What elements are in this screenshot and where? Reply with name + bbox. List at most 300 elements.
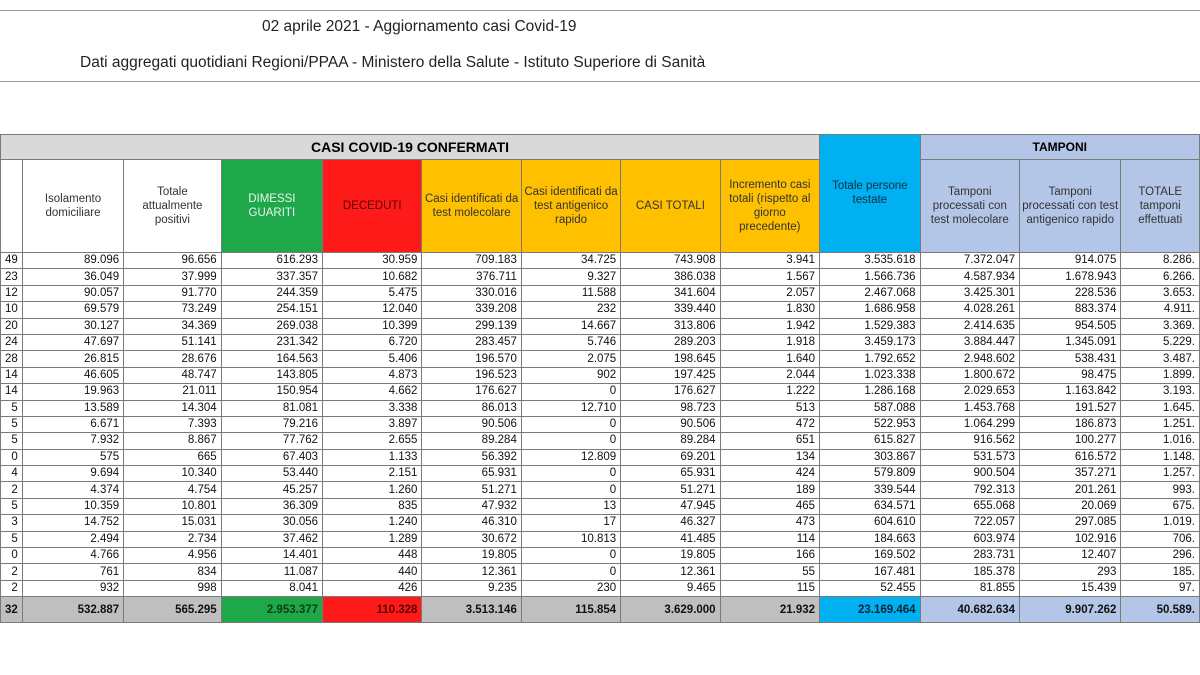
table-cell: 98.475 [1020,367,1121,383]
table-cell: 914.075 [1020,253,1121,269]
table-cell: 45.257 [221,482,322,498]
table-row [1,253,1200,269]
table-cell: 48.747 [124,367,221,383]
table-cell: 4.873 [323,367,422,383]
table-cell: 337.357 [221,269,322,285]
table-cell: 17 [521,515,620,531]
table-row [1,384,1200,400]
table-cell: 5 [1,400,23,416]
table-cell: 706. [1121,531,1200,547]
table-cell: 1.016. [1121,433,1200,449]
table-cell: 2.057 [720,285,819,301]
table-cell: 299.139 [422,318,521,334]
table-cell: 185.378 [920,564,1019,580]
table-cell: 55 [720,564,819,580]
table-cell: 79.216 [221,416,322,432]
table-cell: 47.697 [22,334,123,350]
table-cell: 6.671 [22,416,123,432]
table-cell: 134 [720,449,819,465]
table-row [1,400,1200,416]
table-cell: 34.725 [521,253,620,269]
table-cell: 28 [1,351,23,367]
table-cell: 792.313 [920,482,1019,498]
table-cell: 1.345.091 [1020,334,1121,350]
table-cell: 36.309 [221,498,322,514]
table-cell: 3.369. [1121,318,1200,334]
table-cell: 26.815 [22,351,123,367]
table-cell: 1.286.168 [820,384,920,400]
table-cell: 575 [22,449,123,465]
table-cell: 0 [521,416,620,432]
table-cell: 1.023.338 [820,367,920,383]
table-cell: 835 [323,498,422,514]
covid-data-sheet [0,134,1200,623]
totals-row [1,597,1200,623]
table-cell: 244.359 [221,285,322,301]
table-cell: 1.918 [720,334,819,350]
table-cell: 473 [720,515,819,531]
table-row [1,564,1200,580]
table-cell: 426 [323,580,422,596]
table-row [1,285,1200,301]
table-cell: 8.041 [221,580,322,596]
table-cell: 102.916 [1020,531,1121,547]
table-cell: 0 [521,384,620,400]
table-cell: 1.064.299 [920,416,1019,432]
table-cell: 19.963 [22,384,123,400]
table-cell: 89.284 [422,433,521,449]
table-cell: 46.310 [422,515,521,531]
table-cell: 616.572 [1020,449,1121,465]
table-cell: 7.932 [22,433,123,449]
table-cell: 12 [1,285,23,301]
table-cell: 522.953 [820,416,920,432]
table-cell: 3.193. [1121,384,1200,400]
table-cell: 3 [1,515,23,531]
table-cell: 11.588 [521,285,620,301]
table-cell: 143.805 [221,367,322,383]
table-cell: 12.361 [422,564,521,580]
table-cell: 30.056 [221,515,322,531]
table-cell: 0 [521,433,620,449]
total-cell: 50.589. [1121,597,1200,623]
table-cell: 14 [1,367,23,383]
table-cell: 5 [1,433,23,449]
table-cell: 10.801 [124,498,221,514]
table-cell: 176.627 [621,384,720,400]
table-cell: 440 [323,564,422,580]
table-row [1,531,1200,547]
table-cell: 52.455 [820,580,920,596]
table-cell: 330.016 [422,285,521,301]
table-cell: 1.830 [720,302,819,318]
table-cell: 834 [124,564,221,580]
table-cell: 13 [521,498,620,514]
table-cell: 1.529.383 [820,318,920,334]
table-cell: 313.806 [621,318,720,334]
table-cell: 900.504 [920,466,1019,482]
table-cell: 1.567 [720,269,819,285]
table-cell: 1.800.672 [920,367,1019,383]
total-cell: 21.932 [720,597,819,623]
table-cell: 169.502 [820,548,920,564]
table-cell: 10.682 [323,269,422,285]
table-cell: 902 [521,367,620,383]
table-cell: 10.813 [521,531,620,547]
col-header-deceduti: DECEDUTI [323,160,422,253]
table-row [1,416,1200,432]
table-cell: 4.028.261 [920,302,1019,318]
table-cell: 69.579 [22,302,123,318]
table-cell: 114 [720,531,819,547]
table-cell: 5.406 [323,351,422,367]
table-row [1,334,1200,350]
table-row [1,498,1200,514]
table-row [1,515,1200,531]
table-cell: 9.327 [521,269,620,285]
col-header-casi-antigenico: Casi identificati da test antigenico rapido [521,160,620,253]
table-cell: 2.151 [323,466,422,482]
table-cell: 2 [1,482,23,498]
table-cell: 185. [1121,564,1200,580]
table-cell: 10.399 [323,318,422,334]
table-cell: 36.049 [22,269,123,285]
table-cell: 357.271 [1020,466,1121,482]
table-cell: 12.040 [323,302,422,318]
covid-table [0,134,1200,623]
table-cell: 196.570 [422,351,521,367]
table-cell: 2.948.602 [920,351,1019,367]
table-cell: 167.481 [820,564,920,580]
table-cell: 2.414.635 [920,318,1019,334]
table-cell: 14.304 [124,400,221,416]
table-cell: 4.956 [124,548,221,564]
table-cell: 13.589 [22,400,123,416]
table-cell: 4.374 [22,482,123,498]
table-cell: 296. [1121,548,1200,564]
table-cell: 5.746 [521,334,620,350]
table-cell: 603.974 [920,531,1019,547]
total-cell: 115.854 [521,597,620,623]
table-cell: 150.954 [221,384,322,400]
table-cell: 46.327 [621,515,720,531]
col-header-isolamento: Isolamento domiciliare [22,160,123,253]
table-body [1,253,1200,623]
table-cell: 51.271 [422,482,521,498]
table-cell: 1.942 [720,318,819,334]
col-header-dimessi: DIMESSI GUARITI [221,160,322,253]
table-cell: 10.359 [22,498,123,514]
table-cell: 655.068 [920,498,1019,514]
table-cell: 3.884.447 [920,334,1019,350]
table-cell: 81.081 [221,400,322,416]
col-header-casi-molecolare: Casi identificati da test molecolare [422,160,521,253]
table-cell: 14.401 [221,548,322,564]
table-cell: 1.260 [323,482,422,498]
column-header-row [1,160,1200,253]
table-cell: 472 [720,416,819,432]
table-cell: 5.229. [1121,334,1200,350]
table-cell: 579.809 [820,466,920,482]
table-cell: 1.240 [323,515,422,531]
table-cell: 47.945 [621,498,720,514]
table-cell: 2.044 [720,367,819,383]
table-cell: 5 [1,498,23,514]
table-cell: 86.013 [422,400,521,416]
table-cell: 56.392 [422,449,521,465]
table-cell: 8.867 [124,433,221,449]
table-cell: 339.544 [820,482,920,498]
table-cell: 14 [1,384,23,400]
table-cell: 3.425.301 [920,285,1019,301]
table-cell: 9.235 [422,580,521,596]
table-cell: 37.462 [221,531,322,547]
table-cell: 761 [22,564,123,580]
total-cell: 565.295 [124,597,221,623]
table-cell: 23 [1,269,23,285]
table-cell: 53.440 [221,466,322,482]
table-cell: 21.011 [124,384,221,400]
table-cell: 90.506 [422,416,521,432]
table-row [1,318,1200,334]
table-cell: 47.932 [422,498,521,514]
table-cell: 34.369 [124,318,221,334]
total-cell: 32 [1,597,23,623]
table-cell: 176.627 [422,384,521,400]
col-header-persone-testate: Totale persone testate [820,135,920,253]
table-cell: 339.440 [621,302,720,318]
table-cell: 37.999 [124,269,221,285]
table-row [1,580,1200,596]
table-cell: 2.734 [124,531,221,547]
group-header-row [1,135,1200,160]
table-cell: 3.535.618 [820,253,920,269]
table-cell: 998 [124,580,221,596]
table-cell: 1.133 [323,449,422,465]
table-cell: 269.038 [221,318,322,334]
table-cell: 5 [1,416,23,432]
table-cell: 1.148. [1121,449,1200,465]
table-cell: 4 [1,466,23,482]
table-cell: 230 [521,580,620,596]
table-cell: 2 [1,580,23,596]
table-cell: 0 [1,548,23,564]
table-cell: 2.655 [323,433,422,449]
table-cell: 932 [22,580,123,596]
col-header-incremento: Incremento casi totali (rispetto al giorno precedente) [720,160,819,253]
table-cell: 2.467.068 [820,285,920,301]
table-row [1,302,1200,318]
col-header-casi-totali: CASI TOTALI [621,160,720,253]
total-cell: 532.887 [22,597,123,623]
table-cell: 954.505 [1020,318,1121,334]
table-cell: 15.439 [1020,580,1121,596]
table-cell: 98.723 [621,400,720,416]
table-row [1,466,1200,482]
table-cell: 2.075 [521,351,620,367]
table-row [1,433,1200,449]
table-cell: 97. [1121,580,1200,596]
table-cell: 0 [521,466,620,482]
table-cell: 8.286. [1121,253,1200,269]
table-cell: 12.809 [521,449,620,465]
table-cell: 883.374 [1020,302,1121,318]
group-confirmed-cases: CASI COVID-19 CONFERMATI [1,135,820,160]
table-cell: 1.289 [323,531,422,547]
table-cell: 0 [1,449,23,465]
table-cell: 4.766 [22,548,123,564]
table-cell: 283.731 [920,548,1019,564]
total-cell: 2.953.377 [221,597,322,623]
table-cell: 65.931 [422,466,521,482]
table-cell: 0 [521,482,620,498]
table-cell: 1.640 [720,351,819,367]
table-cell: 1.899. [1121,367,1200,383]
table-cell: 1.257. [1121,466,1200,482]
table-cell: 115 [720,580,819,596]
table-cell: 675. [1121,498,1200,514]
table-cell: 197.425 [621,367,720,383]
total-cell: 110.328 [323,597,422,623]
table-cell: 10.340 [124,466,221,482]
table-cell: 283.457 [422,334,521,350]
table-cell: 3.653. [1121,285,1200,301]
table-cell: 3.459.173 [820,334,920,350]
page-subtitle: Dati aggregati quotidiani Regioni/PPAA - Ministero della Salute - Istituto Superiore di Sanità [80,54,706,71]
table-cell: 5 [1,531,23,547]
table-cell: 448 [323,548,422,564]
col-header-totale-positivi: Totale attualmente positivi [124,160,221,253]
table-cell: 0 [521,564,620,580]
table-cell: 1.251. [1121,416,1200,432]
table-cell: 424 [720,466,819,482]
table-cell: 186.873 [1020,416,1121,432]
table-cell: 28.676 [124,351,221,367]
table-cell: 1.686.958 [820,302,920,318]
table-cell: 916.562 [920,433,1019,449]
table-cell: 615.827 [820,433,920,449]
table-cell: 1.566.736 [820,269,920,285]
table-cell: 166 [720,548,819,564]
table-row [1,548,1200,564]
total-cell: 23.169.464 [820,597,920,623]
table-cell: 12.361 [621,564,720,580]
table-cell: 89.284 [621,433,720,449]
table-cell: 201.261 [1020,482,1121,498]
table-cell: 743.908 [621,253,720,269]
total-cell: 3.513.146 [422,597,521,623]
table-cell: 3.941 [720,253,819,269]
table-cell: 51.141 [124,334,221,350]
table-cell: 303.867 [820,449,920,465]
table-cell: 709.183 [422,253,521,269]
table-cell: 289.203 [621,334,720,350]
table-cell: 1.222 [720,384,819,400]
table-cell: 4.662 [323,384,422,400]
total-cell: 3.629.000 [621,597,720,623]
table-cell: 665 [124,449,221,465]
table-cell: 254.151 [221,302,322,318]
table-cell: 1.019. [1121,515,1200,531]
page-title: 02 aprile 2021 - Aggiornamento casi Covid-19 [262,18,577,35]
table-cell: 30.127 [22,318,123,334]
table-cell: 2.029.653 [920,384,1019,400]
table-cell: 67.403 [221,449,322,465]
table-cell: 1.645. [1121,400,1200,416]
table-row [1,449,1200,465]
table-cell: 46.605 [22,367,123,383]
table-cell: 191.527 [1020,400,1121,416]
table-cell: 100.277 [1020,433,1121,449]
table-cell: 14.667 [521,318,620,334]
table-cell: 1.792.652 [820,351,920,367]
table-cell: 376.711 [422,269,521,285]
table-cell: 3.897 [323,416,422,432]
table-cell: 90.506 [621,416,720,432]
table-cell: 231.342 [221,334,322,350]
table-cell: 386.038 [621,269,720,285]
table-cell: 20.069 [1020,498,1121,514]
table-cell: 65.931 [621,466,720,482]
table-cell: 49 [1,253,23,269]
table-cell: 604.610 [820,515,920,531]
table-cell: 30.672 [422,531,521,547]
table-cell: 73.249 [124,302,221,318]
table-cell: 3.487. [1121,351,1200,367]
table-cell: 89.096 [22,253,123,269]
table-cell: 513 [720,400,819,416]
table-cell: 19.805 [621,548,720,564]
table-cell: 198.645 [621,351,720,367]
table-cell: 24 [1,334,23,350]
table-cell: 341.604 [621,285,720,301]
table-cell: 5.475 [323,285,422,301]
group-tamponi: TAMPONI [920,135,1199,160]
table-cell: 651 [720,433,819,449]
table-cell: 465 [720,498,819,514]
table-cell: 616.293 [221,253,322,269]
table-cell: 14.752 [22,515,123,531]
table-cell: 77.762 [221,433,322,449]
table-cell: 587.088 [820,400,920,416]
table-cell: 20 [1,318,23,334]
table-row [1,269,1200,285]
table-cell: 6.720 [323,334,422,350]
table-cell: 3.338 [323,400,422,416]
table-cell: 164.563 [221,351,322,367]
table-cell: 228.536 [1020,285,1121,301]
table-cell: 232 [521,302,620,318]
table-cell: 10 [1,302,23,318]
col-header-tamponi-antigenico: Tamponi processati con test antigenico rapido [1020,160,1121,253]
table-cell: 51.271 [621,482,720,498]
table-cell: 531.573 [920,449,1019,465]
table-cell: 0 [521,548,620,564]
table-cell: 9.465 [621,580,720,596]
table-cell: 196.523 [422,367,521,383]
table-cell: 9.694 [22,466,123,482]
table-cell: 993. [1121,482,1200,498]
col-header-region [1,160,23,253]
table-cell: 4.754 [124,482,221,498]
table-cell: 96.656 [124,253,221,269]
table-cell: 339.208 [422,302,521,318]
table-cell: 91.770 [124,285,221,301]
table-cell: 297.085 [1020,515,1121,531]
table-cell: 1.678.943 [1020,269,1121,285]
table-cell: 2 [1,564,23,580]
col-header-totale-tamponi: TOTALE tamponi effettuati [1121,160,1200,253]
